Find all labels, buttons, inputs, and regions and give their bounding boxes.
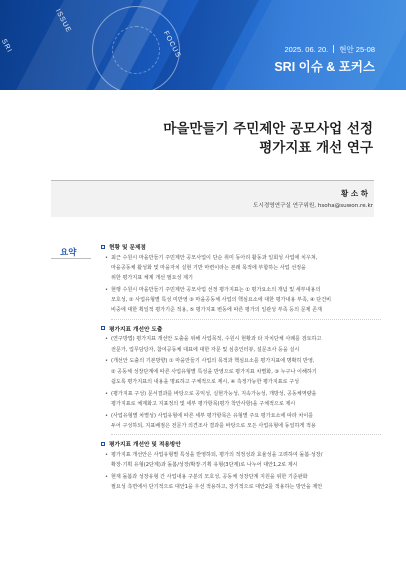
- summary-label: 요약: [60, 247, 77, 257]
- issue-meta: [284, 44, 375, 55]
- banner-ring-graphic: [112, 26, 160, 74]
- bullet-line: • 최근 수원시 마을만들기 주민제안 공모사업이 단순 취미 동아리 활동과 일회성 사업에 치우쳐,: [111, 254, 318, 261]
- bullet-line: 마을공동체 활성화 및 마을자치 실현 기반 마련이라는 본래 목적에 부합하는 사업 선정을: [111, 264, 306, 271]
- bullet-line: 평가지표로 체계화고 지표정의 및 세부 평가항목(평가 착안사항)을 구체적으로 제시: [111, 401, 296, 408]
- header-banner: [0, 0, 406, 90]
- issue-date: 2025. 06. 20.: [284, 45, 329, 54]
- meta-divider: [333, 45, 334, 53]
- summary-bullet: [101, 253, 381, 284]
- bullet-line: • (개선안 도출의 기본방향) ① 마을만들기 사업의 목적과 핵심요소를 평가지표에 명확히 반영,: [111, 358, 315, 365]
- banner-tag-sri: SRI: [0, 38, 13, 55]
- bullet-line: 두어 구성하되, 지표배점은 전문가 의견조사 결과를 바탕으로 모든 사업유형에 동일하게 적용: [111, 423, 316, 430]
- bullet-line: • 평가지표 개선안은 사업유형별 특성을 반영하되, 평가의 적정성과 효율성을 고려하여 돌봄·성장/: [111, 451, 323, 458]
- section-heading-text: 평가지표 개선안 및 적용방안: [109, 442, 181, 449]
- section-square-icon: [101, 442, 105, 446]
- section-heading-text: 현황 및 문제점: [109, 245, 146, 251]
- publication-brand: SRI 이슈 & 포커스: [274, 60, 375, 74]
- bullet-line: 비중에 대한 획일적 평가기준 적용, ⑤ 평가지표 변동에 따른 평가의 일관성 부족 등의 문제 존재: [111, 307, 322, 314]
- bullet-line: • (사업유형별 차별성) 사업유형에 따른 세부 평가항목은 유형별 주요 평가요소에 따라 차이를: [111, 412, 314, 419]
- summary-bullet: [101, 285, 381, 316]
- section-heading: [101, 324, 381, 333]
- document-title: [163, 120, 373, 158]
- title-line-1: 마을만들기 주민제안 공모사업 선정: [163, 121, 373, 137]
- section-heading: [101, 439, 381, 448]
- bullet-line: 확장·기획 유형(2단계)과 돌봄/성장/확장·기획 유형(3단계)로 나누어 대안1,2로 제시: [111, 462, 298, 469]
- bullet-line: 모호성, ② 사업유형별 특성 미반영 ③ 마을공동체 사업의 핵심요소에 대한 평가내용 부족, ④ 단건비: [111, 297, 332, 304]
- summary-bullet: [101, 472, 381, 493]
- summary-bullet: [101, 450, 381, 471]
- summary-label-rule: [51, 258, 91, 259]
- summary-bullet: [101, 389, 381, 410]
- summary-bullet: [101, 356, 381, 387]
- bullet-line: ② 공동체 성장단계에 따른 사업유형별 특성을 반영으로 평가지표 차별화, ③ 누구나 이해하기: [111, 368, 317, 375]
- summary-bullet: [101, 334, 381, 355]
- bullet-line: • (연구방법) 평가지표 개선안 도출을 위해 사업목적, 수원시 현황과 타 자치단체 사례를 검토하고: [111, 336, 322, 343]
- bullet-line: 위한 평가지표 체계 개선 필요성 제기: [111, 275, 193, 282]
- section-divider: [111, 434, 381, 435]
- bullet-line: • 현재 돌봄과 성장유형 간 사업내용 구분의 모호성, 공동체 성장단계 지원을 위한 기준완화: [111, 474, 308, 481]
- bullet-line: 필요성 측면에서 단기적으로 대안1을 우선 적용하고, 장기적으로 대안2를 적용하는 방안을 제안: [111, 484, 323, 491]
- section-square-icon: [101, 326, 105, 330]
- author-box: [51, 181, 374, 217]
- banner-tag-issue: ISSUE: [53, 8, 73, 35]
- title-line-2: 평가지표 개선 연구: [259, 140, 373, 156]
- author-name: 황 소 하: [341, 189, 368, 198]
- section-square-icon: [101, 245, 105, 249]
- bullet-line: • (평가지표 구성) 문서결과를 바탕으로 공익성, 실현가능성, 지속가능성, 개방성, 공동체역량을: [111, 390, 317, 397]
- bullet-line: 쉽도록 평가지표의 내용을 명료하고 구체적으로 제시, ④ 측정가능한 평가지표로 구성: [111, 378, 300, 385]
- bullet-line: 전문가, 업무담당자, 참여공동체 대표에 대한 자문 및 심층인터뷰, 설문조사 등을 실시: [111, 346, 300, 353]
- banner-tag-focus: FOCUS: [161, 30, 182, 60]
- section-heading: [101, 242, 381, 251]
- summary-body: [101, 242, 381, 493]
- section-heading-text: 평가지표 개선안 도출: [109, 326, 163, 333]
- summary-bullet: [101, 411, 381, 432]
- issue-number: 현안 25-08: [339, 45, 375, 54]
- bullet-line: • 현행 수원시 마을만들기 주민제안 공모사업 선정 평가지표는 ① 평가요소의 개념 및 세부내용의: [111, 286, 321, 293]
- section-divider: [111, 319, 381, 320]
- author-affiliation: 도시경영연구실 연구위원, hsoha@suwon.re.kr: [253, 203, 373, 209]
